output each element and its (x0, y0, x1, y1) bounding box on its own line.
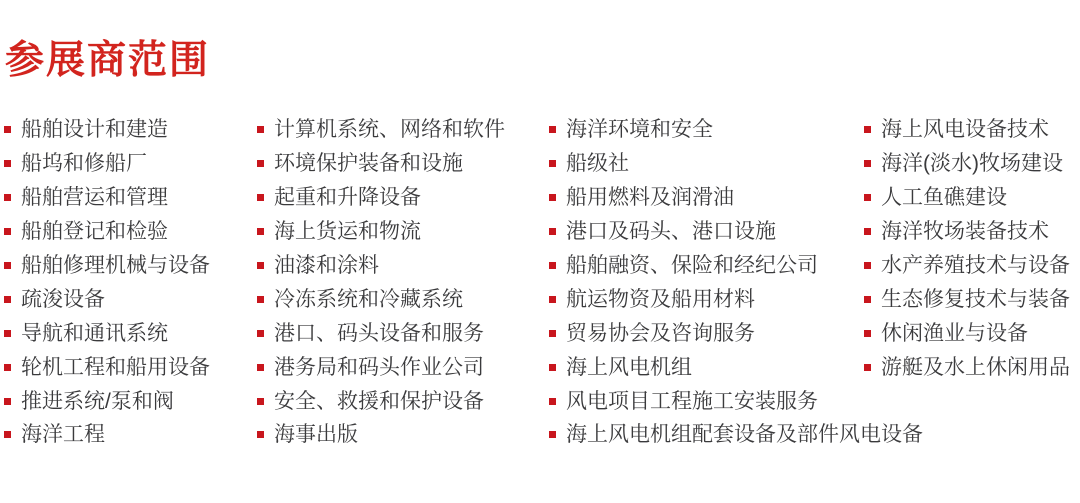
bullet-square-icon (864, 160, 871, 167)
list-item-label: 贸易协会及咨询服务 (566, 321, 755, 345)
list-item (257, 147, 505, 181)
bullet-square-icon (549, 398, 556, 405)
list-item (864, 215, 1070, 249)
list-item-label: 海洋牧场装备技术 (881, 220, 1049, 244)
list-item-label: 计算机系统、网络和软件 (274, 118, 505, 142)
list-item-label: 疏浚设备 (21, 287, 105, 311)
bullet-square-icon (864, 228, 871, 235)
list-item (864, 350, 1070, 384)
list-item (257, 418, 505, 452)
list-item (549, 384, 923, 418)
bullet-square-icon (257, 262, 264, 269)
list-item-label: 海洋环境和安全 (566, 118, 713, 142)
list-item-label: 海洋工程 (21, 423, 105, 447)
list-item (864, 181, 1070, 215)
bullet-square-icon (864, 194, 871, 201)
list-item-label: 起重和升降设备 (274, 186, 421, 210)
bullet-square-icon (549, 228, 556, 235)
list-item-label: 冷冻系统和冷藏系统 (274, 287, 463, 311)
list-item-label: 港口及码头、港口设施 (566, 220, 776, 244)
list-item (4, 316, 210, 350)
list-item (864, 113, 1070, 147)
list-item (4, 249, 210, 283)
exhibitor-column-1 (4, 113, 210, 452)
list-item-label: 船舶营运和管理 (21, 186, 168, 210)
list-item-label: 海上风电机组 (566, 355, 692, 379)
exhibitor-column-4 (864, 113, 1070, 384)
list-item-label: 生态修复技术与装备 (881, 287, 1070, 311)
list-item (4, 350, 210, 384)
list-item-label: 海事出版 (274, 423, 358, 447)
list-item-label: 水产养殖技术与设备 (881, 254, 1070, 277)
bullet-square-icon (4, 228, 11, 235)
bullet-square-icon (257, 296, 264, 303)
bullet-square-icon (4, 194, 11, 201)
bullet-square-icon (549, 126, 556, 133)
list-item (4, 384, 210, 418)
bullet-square-icon (864, 296, 871, 303)
bullet-square-icon (257, 364, 264, 371)
list-item-label: 轮机工程和船用设备 (21, 355, 210, 379)
list-item (257, 249, 505, 283)
list-item (4, 181, 210, 215)
bullet-square-icon (4, 160, 11, 167)
list-item-label: 船舶融资、保险和经纪公司 (566, 254, 818, 277)
bullet-square-icon (549, 431, 556, 438)
bullet-square-icon (4, 398, 11, 405)
bullet-square-icon (549, 296, 556, 303)
list-item-label: 游艇及水上休闲用品 (881, 355, 1070, 379)
bullet-square-icon (257, 431, 264, 438)
list-item-label: 航运物资及船用材料 (566, 287, 755, 311)
bullet-square-icon (864, 262, 871, 269)
list-item-label: 港口、码头设备和服务 (274, 321, 484, 345)
list-item-label: 人工鱼礁建设 (881, 186, 1007, 210)
bullet-square-icon (549, 330, 556, 337)
list-item-label: 船舶登记和检验 (21, 220, 168, 244)
list-item (257, 181, 505, 215)
list-item (4, 282, 210, 316)
bullet-square-icon (549, 160, 556, 167)
bullet-square-icon (257, 194, 264, 201)
bullet-square-icon (257, 398, 264, 405)
bullet-square-icon (864, 330, 871, 337)
list-item-label: 推进系统/泵和阀 (21, 389, 174, 413)
list-item-label: 环境保护装备和设施 (274, 152, 463, 176)
list-item-label: 船级社 (566, 152, 629, 176)
list-item-label: 船坞和修船厂 (21, 152, 147, 176)
list-item (864, 282, 1070, 316)
bullet-square-icon (4, 262, 11, 269)
bullet-square-icon (549, 262, 556, 269)
bullet-square-icon (4, 364, 11, 371)
list-item-label: 安全、救援和保护设备 (274, 389, 484, 413)
bullet-square-icon (864, 126, 871, 133)
list-item-label: 海上风电机组配套设备及部件风电设备 (566, 423, 923, 447)
list-item (4, 215, 210, 249)
list-item (4, 113, 210, 147)
list-item-label: 船用燃料及润滑油 (566, 186, 734, 210)
list-item-label: 船舶修理机械与设备 (21, 254, 210, 277)
list-item-label: 风电项目工程施工安装服务 (566, 389, 818, 413)
exhibitor-column-2 (257, 113, 505, 452)
list-item (864, 249, 1070, 283)
bullet-square-icon (549, 194, 556, 201)
list-item-label: 海上货运和物流 (274, 220, 421, 244)
bullet-square-icon (549, 364, 556, 371)
list-item (257, 384, 505, 418)
list-item (4, 147, 210, 181)
bullet-square-icon (4, 126, 11, 133)
bullet-square-icon (257, 160, 264, 167)
list-item-label: 海上风电设备技术 (881, 118, 1049, 142)
list-item (864, 147, 1070, 181)
list-item (257, 316, 505, 350)
list-item-label: 海洋(淡水)牧场建设 (881, 152, 1063, 176)
bullet-square-icon (257, 126, 264, 133)
bullet-square-icon (4, 330, 11, 337)
list-item-label: 船舶设计和建造 (21, 118, 168, 142)
list-item (257, 350, 505, 384)
list-item-label: 休闲渔业与设备 (881, 321, 1028, 345)
bullet-square-icon (864, 364, 871, 371)
bullet-square-icon (257, 330, 264, 337)
list-item (864, 316, 1070, 350)
bullet-square-icon (4, 296, 11, 303)
list-item (549, 418, 923, 452)
list-item-label: 油漆和涂料 (274, 254, 379, 277)
bullet-square-icon (257, 228, 264, 235)
bullet-square-icon (4, 431, 11, 438)
list-item-label: 港务局和码头作业公司 (274, 355, 484, 379)
list-item-label: 导航和通讯系统 (21, 321, 168, 345)
list-item (257, 282, 505, 316)
list-item (257, 113, 505, 147)
list-item (4, 418, 210, 452)
page-title: 参展商范围 (5, 39, 211, 82)
list-item (257, 215, 505, 249)
